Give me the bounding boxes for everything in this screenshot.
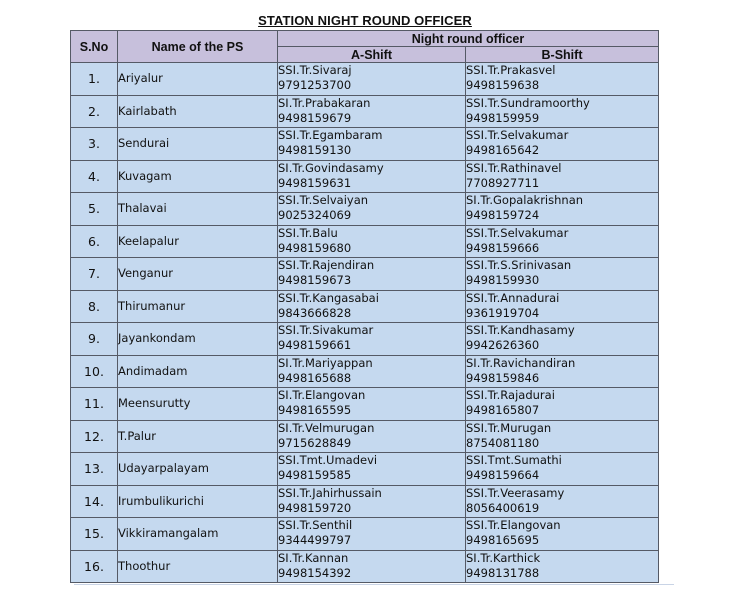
cell-b-shift [466,95,659,128]
cell-b-shift [466,518,659,551]
cell-b-shift [466,258,659,291]
a-shift-phone: 9344499797 [278,533,352,547]
cell-ps-name: Irumbulikurichi [118,485,278,518]
table-row [71,420,659,453]
a-shift-phone: 9715628849 [278,435,352,450]
a-shift-officer: SI.Tr.Prabakaran [278,95,371,110]
table-row [71,323,659,356]
cell-ps-name: Thalavai [118,193,278,226]
b-shift-phone: 9498159664 [466,468,540,482]
cell-a-shift [278,63,466,96]
a-shift-officer: SSI.Tr.Rajendiran [278,258,375,272]
b-shift-officer: SSI.Tr.Rajadurai [466,388,555,402]
b-shift-phone: 9498131788 [466,565,540,580]
a-shift-phone: 9498159585 [278,468,352,482]
a-shift-phone: 9498159631 [278,175,352,190]
b-shift-officer: SSI.Tr.Sundramoorthy [466,95,590,110]
header-a-shift: A-Shift [278,47,466,63]
cell-ps-name: Venganur [118,258,278,291]
a-shift-phone: 9498165595 [278,403,352,417]
a-shift-phone: 9498159720 [278,500,352,515]
b-shift-phone: 9498165695 [466,533,540,547]
cell-a-shift [278,160,466,193]
cell-a-shift [278,290,466,323]
b-shift-officer: SI.Tr.Karthick [466,550,541,565]
cell-b-shift [466,388,659,421]
cell-sno: 13. [71,453,118,486]
a-shift-officer: SSI.Tr.Sivakumar [278,323,374,337]
a-shift-phone: 9498159130 [278,143,352,157]
cell-sno: 9. [71,323,118,356]
table-row [71,485,659,518]
cell-b-shift [466,290,659,323]
cell-sno: 16. [71,550,118,583]
cell-a-shift [278,485,466,518]
cell-a-shift [278,258,466,291]
night-round-table [70,30,659,583]
cell-ps-name: Sendurai [118,128,278,161]
cell-b-shift [466,550,659,583]
a-shift-phone: 9498159673 [278,273,352,287]
b-shift-officer: SSI.Tr.Kandhasamy [466,323,575,337]
header-ps-name: Name of the PS [118,31,278,63]
a-shift-officer: SI.Tr.Velmurugan [278,420,375,435]
b-shift-officer: SSI.Tr.Selvakumar [466,225,569,240]
cell-ps-name: Ariyalur [118,63,278,96]
a-shift-phone: 9498154392 [278,565,352,580]
a-shift-officer: SSI.Tmt.Umadevi [278,453,378,467]
cell-b-shift [466,323,659,356]
b-shift-phone: 9498159930 [466,273,540,287]
table-row [71,63,659,96]
cell-a-shift [278,225,466,258]
cell-a-shift [278,453,466,486]
b-shift-officer: SSI.Tr.Rathinavel [466,160,562,175]
b-shift-officer: SSI.Tr.Selvakumar [466,128,569,142]
cell-b-shift [466,420,659,453]
a-shift-phone: 9843666828 [278,305,352,320]
table-row [71,355,659,388]
header-sno: S.No [71,31,118,63]
a-shift-officer: SSI.Tr.Selvaiyan [278,193,369,207]
table-row [71,160,659,193]
cell-b-shift [466,355,659,388]
cell-a-shift [278,420,466,453]
cell-ps-name: Kairlabath [118,95,278,128]
table-body [71,63,659,583]
table-row [71,453,659,486]
cell-sno: 7. [71,258,118,291]
cell-sno: 3. [71,128,118,161]
a-shift-officer: SSI.Tr.Kangasabai [278,290,379,305]
cell-ps-name: T.Palur [118,420,278,453]
b-shift-phone: 9498159846 [466,370,540,385]
b-shift-officer: SSI.Tr.Murugan [466,420,552,435]
a-shift-phone: 9498159661 [278,338,352,352]
b-shift-phone: 8754081180 [466,435,540,450]
cell-ps-name: Meensurutty [118,388,278,421]
b-shift-officer: SSI.Tr.Veerasamy [466,485,565,500]
a-shift-officer: SSI.Tr.Egambaram [278,128,383,142]
cell-ps-name: Thirumanur [118,290,278,323]
cell-b-shift [466,128,659,161]
cell-sno: 15. [71,518,118,551]
header-b-shift: B-Shift [466,47,659,63]
a-shift-officer: SSI.Tr.Balu [278,225,338,240]
cell-ps-name: Thoothur [118,550,278,583]
a-shift-phone: 9791253700 [278,78,352,92]
a-shift-officer: SSI.Tr.Senthil [278,518,353,532]
b-shift-officer: SSI.Tr.Elangovan [466,518,561,532]
cell-ps-name: Andimadam [118,355,278,388]
cell-sno: 10. [71,355,118,388]
a-shift-officer: SI.Tr.Govindasamy [278,160,384,175]
a-shift-phone: 9025324069 [278,208,352,222]
b-shift-phone: 9498159724 [466,208,540,222]
a-shift-phone: 9498159680 [278,240,352,255]
a-shift-officer: SSI.Tr.Jahirhussain [278,485,382,500]
b-shift-phone: 8056400619 [466,500,540,515]
b-shift-officer: SSI.Tr.Prakasvel [466,63,556,77]
cell-b-shift [466,225,659,258]
cell-a-shift [278,128,466,161]
b-shift-officer: SSI.Tr.Annadurai [466,290,560,305]
cell-ps-name: Keelapalur [118,225,278,258]
b-shift-phone: 7708927711 [466,175,540,190]
table-row [71,258,659,291]
table-row [71,550,659,583]
b-shift-phone: 9942626360 [466,338,540,352]
table-row [71,193,659,226]
cell-a-shift [278,323,466,356]
cell-sno: 11. [71,388,118,421]
cell-ps-name: Udayarpalayam [118,453,278,486]
a-shift-officer: SSI.Tr.Sivaraj [278,63,352,77]
a-shift-officer: SI.Tr.Elangovan [278,388,366,402]
cell-b-shift [466,193,659,226]
cell-sno: 1. [71,63,118,96]
a-shift-phone: 9498165688 [278,370,352,385]
cell-a-shift [278,518,466,551]
b-shift-officer: SSI.Tmt.Sumathi [466,453,562,467]
b-shift-phone: 9498159959 [466,110,540,125]
table-row [71,95,659,128]
header-night-round-officer: Night round officer [278,31,659,47]
cell-b-shift [466,63,659,96]
a-shift-officer: SI.Tr.Kannan [278,550,349,565]
page-bottom-rule [74,584,674,585]
cell-sno: 14. [71,485,118,518]
b-shift-officer: SSI.Tr.S.Srinivasan [466,258,572,272]
cell-a-shift [278,355,466,388]
cell-ps-name: Kuvagam [118,160,278,193]
cell-b-shift [466,485,659,518]
cell-b-shift [466,160,659,193]
b-shift-phone: 9498165807 [466,403,540,417]
cell-sno: 8. [71,290,118,323]
cell-b-shift [466,453,659,486]
cell-sno: 4. [71,160,118,193]
b-shift-officer: SI.Tr.Gopalakrishnan [466,193,584,207]
cell-ps-name: Jayankondam [118,323,278,356]
table-row [71,518,659,551]
table-row [71,128,659,161]
cell-a-shift [278,550,466,583]
cell-a-shift [278,95,466,128]
b-shift-phone: 9498165642 [466,143,540,157]
table-row [71,225,659,258]
document-title: STATION NIGHT ROUND OFFICER [258,13,472,28]
cell-ps-name: Vikkiramangalam [118,518,278,551]
table-row [71,290,659,323]
a-shift-phone: 9498159679 [278,110,352,125]
a-shift-officer: SI.Tr.Mariyappan [278,355,373,370]
cell-sno: 12. [71,420,118,453]
cell-sno: 2. [71,95,118,128]
table-row [71,388,659,421]
cell-sno: 6. [71,225,118,258]
cell-sno: 5. [71,193,118,226]
b-shift-phone: 9498159666 [466,240,540,255]
b-shift-phone: 9498159638 [466,78,540,92]
cell-a-shift [278,388,466,421]
cell-a-shift [278,193,466,226]
b-shift-officer: SI.Tr.Ravichandiran [466,355,576,370]
b-shift-phone: 9361919704 [466,305,540,320]
